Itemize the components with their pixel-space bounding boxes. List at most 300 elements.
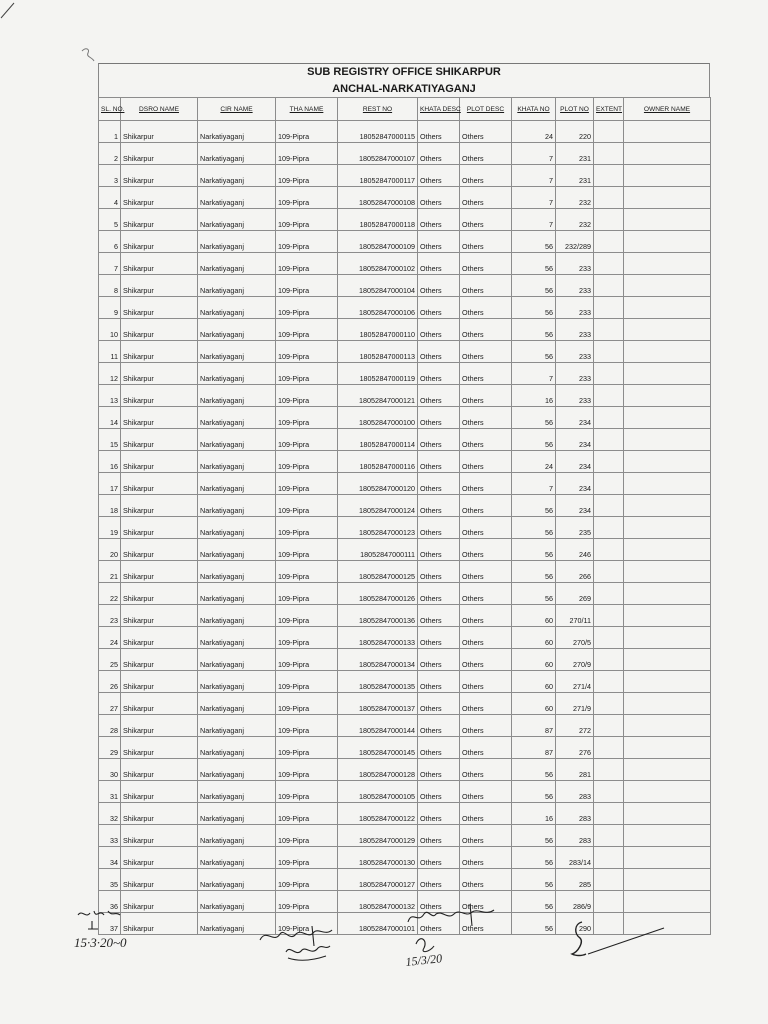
cell-sl-no: 29 — [99, 737, 121, 759]
cell-tha-name: 109-Pipra — [276, 253, 338, 275]
cell-khata-no: 60 — [512, 605, 556, 627]
cell-khata-desc: Others — [418, 671, 460, 693]
cell-khata-desc: Others — [418, 341, 460, 363]
cell-owner-name — [624, 143, 711, 165]
cell-plot-desc: Others — [460, 473, 512, 495]
cell-tha-name: 109-Pipra — [276, 231, 338, 253]
cell-rest-no: 18052847000137 — [338, 693, 418, 715]
cell-extent — [594, 429, 624, 451]
table-row — [99, 671, 711, 693]
cell-plot-no: 232 — [556, 209, 594, 231]
cell-cir-name: Narkatiyaganj — [198, 891, 276, 913]
cell-sl-no: 26 — [99, 671, 121, 693]
cell-plot-desc: Others — [460, 407, 512, 429]
cell-cir-name: Narkatiyaganj — [198, 407, 276, 429]
cell-tha-name: 109-Pipra — [276, 825, 338, 847]
cell-khata-no: 60 — [512, 693, 556, 715]
table-row — [99, 825, 711, 847]
cell-plot-desc: Others — [460, 363, 512, 385]
cell-sl-no: 25 — [99, 649, 121, 671]
cell-khata-desc: Others — [418, 539, 460, 561]
cell-khata-desc: Others — [418, 759, 460, 781]
cell-plot-desc: Others — [460, 495, 512, 517]
cell-khata-desc: Others — [418, 473, 460, 495]
cell-dsro-name: Shikarpur — [121, 451, 198, 473]
cell-sl-no: 31 — [99, 781, 121, 803]
cell-plot-desc: Others — [460, 517, 512, 539]
cell-plot-desc: Others — [460, 253, 512, 275]
signature-center-left — [256, 918, 348, 968]
cell-extent — [594, 473, 624, 495]
cell-owner-name — [624, 429, 711, 451]
cell-rest-no: 18052847000118 — [338, 209, 418, 231]
cell-dsro-name: Shikarpur — [121, 847, 198, 869]
cell-sl-no: 7 — [99, 253, 121, 275]
cell-cir-name: Narkatiyaganj — [198, 605, 276, 627]
cell-tha-name: 109-Pipra — [276, 605, 338, 627]
cell-cir-name: Narkatiyaganj — [198, 385, 276, 407]
col-extent-header: EXTENT — [594, 98, 624, 121]
table-row — [99, 187, 711, 209]
cell-owner-name — [624, 627, 711, 649]
cell-plot-no: 283 — [556, 781, 594, 803]
cell-khata-no: 56 — [512, 319, 556, 341]
cell-sl-no: 8 — [99, 275, 121, 297]
cell-extent — [594, 825, 624, 847]
cell-khata-no: 56 — [512, 561, 556, 583]
cell-tha-name: 109-Pipra — [276, 517, 338, 539]
cell-khata-no: 56 — [512, 231, 556, 253]
cell-dsro-name: Shikarpur — [121, 209, 198, 231]
cell-plot-desc: Others — [460, 451, 512, 473]
cell-sl-no: 30 — [99, 759, 121, 781]
cell-khata-desc: Others — [418, 253, 460, 275]
cell-extent — [594, 583, 624, 605]
cell-tha-name: 109-Pipra — [276, 539, 338, 561]
cell-cir-name: Narkatiyaganj — [198, 737, 276, 759]
table-row — [99, 693, 711, 715]
cell-tha-name: 109-Pipra — [276, 429, 338, 451]
cell-plot-desc: Others — [460, 561, 512, 583]
cell-khata-no: 24 — [512, 451, 556, 473]
cell-owner-name — [624, 363, 711, 385]
cell-plot-no: 232 — [556, 187, 594, 209]
cell-plot-no: 246 — [556, 539, 594, 561]
cell-owner-name — [624, 737, 711, 759]
cell-owner-name — [624, 275, 711, 297]
cell-plot-no: 285 — [556, 869, 594, 891]
cell-plot-desc: Others — [460, 847, 512, 869]
cell-plot-desc: Others — [460, 891, 512, 913]
cell-khata-desc: Others — [418, 495, 460, 517]
cell-tha-name: 109-Pipra — [276, 209, 338, 231]
cell-khata-no: 56 — [512, 297, 556, 319]
cell-plot-no: 234 — [556, 495, 594, 517]
cell-plot-desc: Others — [460, 583, 512, 605]
cell-extent — [594, 319, 624, 341]
table-row — [99, 495, 711, 517]
cell-khata-no: 16 — [512, 803, 556, 825]
cell-extent — [594, 121, 624, 143]
col-khata-no-header: KHATA NO — [512, 98, 556, 121]
cell-dsro-name: Shikarpur — [121, 803, 198, 825]
cell-extent — [594, 737, 624, 759]
cell-extent — [594, 539, 624, 561]
cell-cir-name: Narkatiyaganj — [198, 715, 276, 737]
cell-khata-desc: Others — [418, 781, 460, 803]
cell-tha-name: 109-Pipra — [276, 869, 338, 891]
cell-rest-no: 18052847000108 — [338, 187, 418, 209]
cell-tha-name: 109-Pipra — [276, 627, 338, 649]
cell-extent — [594, 781, 624, 803]
cell-plot-desc: Others — [460, 913, 512, 935]
cell-rest-no: 18052847000115 — [338, 121, 418, 143]
cell-extent — [594, 275, 624, 297]
cell-extent — [594, 143, 624, 165]
cell-sl-no: 36 — [99, 891, 121, 913]
cell-khata-no: 87 — [512, 737, 556, 759]
cell-khata-no: 7 — [512, 165, 556, 187]
cell-khata-no: 56 — [512, 913, 556, 935]
cell-plot-no: 231 — [556, 143, 594, 165]
cell-dsro-name: Shikarpur — [121, 715, 198, 737]
cell-plot-no: 233 — [556, 297, 594, 319]
cell-dsro-name: Shikarpur — [121, 473, 198, 495]
signature-center-with-date — [402, 900, 512, 970]
cell-sl-no: 37 — [99, 913, 121, 935]
cell-cir-name: Narkatiyaganj — [198, 649, 276, 671]
cell-tha-name: 109-Pipra — [276, 671, 338, 693]
cell-tha-name: 109-Pipra — [276, 143, 338, 165]
cell-dsro-name: Shikarpur — [121, 517, 198, 539]
svg-text:15/3/20: 15/3/20 — [404, 951, 443, 969]
cell-dsro-name: Shikarpur — [121, 275, 198, 297]
table-row — [99, 385, 711, 407]
cell-tha-name: 109-Pipra — [276, 385, 338, 407]
cell-dsro-name: Shikarpur — [121, 297, 198, 319]
cell-sl-no: 16 — [99, 451, 121, 473]
table-row — [99, 539, 711, 561]
table-row — [99, 451, 711, 473]
cell-owner-name — [624, 869, 711, 891]
cell-khata-no: 56 — [512, 517, 556, 539]
cell-khata-desc: Others — [418, 803, 460, 825]
table-row — [99, 781, 711, 803]
cell-owner-name — [624, 341, 711, 363]
cell-tha-name: 109-Pipra — [276, 803, 338, 825]
cell-tha-name: 109-Pipra — [276, 121, 338, 143]
cell-sl-no: 3 — [99, 165, 121, 187]
cell-sl-no: 19 — [99, 517, 121, 539]
cell-tha-name: 109-Pipra — [276, 737, 338, 759]
cell-tha-name: 109-Pipra — [276, 583, 338, 605]
cell-owner-name — [624, 473, 711, 495]
cell-khata-desc: Others — [418, 209, 460, 231]
cell-plot-desc: Others — [460, 869, 512, 891]
cell-cir-name: Narkatiyaganj — [198, 143, 276, 165]
cell-rest-no: 18052847000116 — [338, 451, 418, 473]
cell-khata-no: 87 — [512, 715, 556, 737]
cell-sl-no: 18 — [99, 495, 121, 517]
cell-sl-no: 35 — [99, 869, 121, 891]
cell-owner-name — [624, 561, 711, 583]
cell-plot-no: 283 — [556, 825, 594, 847]
table-row — [99, 253, 711, 275]
table-row — [99, 517, 711, 539]
cell-cir-name: Narkatiyaganj — [198, 847, 276, 869]
cell-rest-no: 18052847000125 — [338, 561, 418, 583]
cell-plot-no: 270/9 — [556, 649, 594, 671]
cell-sl-no: 21 — [99, 561, 121, 583]
cell-rest-no: 18052847000145 — [338, 737, 418, 759]
cell-sl-no: 28 — [99, 715, 121, 737]
cell-plot-no: 266 — [556, 561, 594, 583]
cell-cir-name: Narkatiyaganj — [198, 825, 276, 847]
cell-khata-desc: Others — [418, 451, 460, 473]
cell-dsro-name: Shikarpur — [121, 561, 198, 583]
col-sl-no-header: SL. NO. — [99, 98, 121, 121]
table-row — [99, 319, 711, 341]
cell-rest-no: 18052847000109 — [338, 231, 418, 253]
signature-right — [562, 908, 672, 968]
cell-rest-no: 18052847000129 — [338, 825, 418, 847]
cell-khata-desc: Others — [418, 143, 460, 165]
cell-plot-no: 220 — [556, 121, 594, 143]
cell-plot-desc: Others — [460, 781, 512, 803]
cell-plot-desc: Others — [460, 231, 512, 253]
cell-dsro-name: Shikarpur — [121, 737, 198, 759]
cell-dsro-name: Shikarpur — [121, 913, 198, 935]
cell-khata-desc: Others — [418, 319, 460, 341]
cell-khata-desc: Others — [418, 561, 460, 583]
cell-khata-no: 7 — [512, 143, 556, 165]
table-row — [99, 561, 711, 583]
cell-rest-no: 18052847000114 — [338, 429, 418, 451]
table-body — [99, 121, 711, 935]
cell-plot-desc: Others — [460, 715, 512, 737]
cell-plot-desc: Others — [460, 165, 512, 187]
cell-khata-no: 56 — [512, 341, 556, 363]
cell-plot-no: 269 — [556, 583, 594, 605]
cell-cir-name: Narkatiyaganj — [198, 209, 276, 231]
cell-owner-name — [624, 847, 711, 869]
cell-cir-name: Narkatiyaganj — [198, 187, 276, 209]
cell-owner-name — [624, 693, 711, 715]
cell-extent — [594, 605, 624, 627]
cell-plot-desc: Others — [460, 275, 512, 297]
cell-dsro-name: Shikarpur — [121, 539, 198, 561]
cell-rest-no: 18052847000133 — [338, 627, 418, 649]
cell-sl-no: 5 — [99, 209, 121, 231]
cell-extent — [594, 363, 624, 385]
cell-sl-no: 20 — [99, 539, 121, 561]
cell-rest-no: 18052847000107 — [338, 143, 418, 165]
cell-owner-name — [624, 209, 711, 231]
cell-extent — [594, 187, 624, 209]
cell-plot-no: 234 — [556, 473, 594, 495]
cell-dsro-name: Shikarpur — [121, 781, 198, 803]
register-sheet — [98, 63, 710, 935]
cell-rest-no: 18052847000106 — [338, 297, 418, 319]
cell-plot-desc: Others — [460, 759, 512, 781]
cell-extent — [594, 231, 624, 253]
cell-extent — [594, 385, 624, 407]
cell-owner-name — [624, 803, 711, 825]
cell-khata-no: 7 — [512, 363, 556, 385]
cell-dsro-name: Shikarpur — [121, 495, 198, 517]
cell-khata-desc: Others — [418, 429, 460, 451]
cell-extent — [594, 803, 624, 825]
table-row — [99, 165, 711, 187]
cell-plot-no: 233 — [556, 275, 594, 297]
cell-owner-name — [624, 495, 711, 517]
cell-sl-no: 15 — [99, 429, 121, 451]
cell-owner-name — [624, 649, 711, 671]
cell-khata-desc: Others — [418, 583, 460, 605]
cell-sl-no: 9 — [99, 297, 121, 319]
cell-sl-no: 24 — [99, 627, 121, 649]
cell-dsro-name: Shikarpur — [121, 627, 198, 649]
cell-sl-no: 32 — [99, 803, 121, 825]
cell-extent — [594, 209, 624, 231]
cell-plot-desc: Others — [460, 319, 512, 341]
cell-khata-no: 56 — [512, 583, 556, 605]
cell-cir-name: Narkatiyaganj — [198, 231, 276, 253]
cell-tha-name: 109-Pipra — [276, 715, 338, 737]
cell-cir-name: Narkatiyaganj — [198, 121, 276, 143]
table-row — [99, 275, 711, 297]
cell-khata-no: 56 — [512, 429, 556, 451]
cell-tha-name: 109-Pipra — [276, 275, 338, 297]
cell-owner-name — [624, 715, 711, 737]
cell-tha-name: 109-Pipra — [276, 187, 338, 209]
cell-tha-name: 109-Pipra — [276, 759, 338, 781]
col-plot-no-header: PLOT NO — [556, 98, 594, 121]
cell-dsro-name: Shikarpur — [121, 319, 198, 341]
cell-khata-desc: Others — [418, 165, 460, 187]
cell-khata-no: 7 — [512, 209, 556, 231]
cell-dsro-name: Shikarpur — [121, 121, 198, 143]
table-row — [99, 407, 711, 429]
cell-owner-name — [624, 297, 711, 319]
cell-plot-desc: Others — [460, 737, 512, 759]
cell-sl-no: 4 — [99, 187, 121, 209]
table-row — [99, 715, 711, 737]
cell-cir-name: Narkatiyaganj — [198, 275, 276, 297]
cell-khata-no: 56 — [512, 759, 556, 781]
cell-sl-no: 34 — [99, 847, 121, 869]
cell-plot-desc: Others — [460, 825, 512, 847]
cell-plot-no: 286/9 — [556, 891, 594, 913]
cell-extent — [594, 341, 624, 363]
cell-tha-name: 109-Pipra — [276, 341, 338, 363]
cell-extent — [594, 847, 624, 869]
cell-rest-no: 18052847000130 — [338, 847, 418, 869]
cell-plot-no: 235 — [556, 517, 594, 539]
table-row — [99, 583, 711, 605]
cell-owner-name — [624, 231, 711, 253]
cell-dsro-name: Shikarpur — [121, 759, 198, 781]
cell-extent — [594, 671, 624, 693]
table-header-row — [99, 98, 711, 121]
cell-sl-no: 1 — [99, 121, 121, 143]
cell-owner-name — [624, 583, 711, 605]
svg-text:15·3·20~0: 15·3·20~0 — [74, 935, 127, 950]
col-cir-name-header: CIR NAME — [198, 98, 276, 121]
cell-cir-name: Narkatiyaganj — [198, 539, 276, 561]
cell-khata-desc: Others — [418, 847, 460, 869]
cell-rest-no: 18052847000136 — [338, 605, 418, 627]
cell-dsro-name: Shikarpur — [121, 649, 198, 671]
cell-owner-name — [624, 407, 711, 429]
cell-khata-desc: Others — [418, 649, 460, 671]
cell-tha-name: 109-Pipra — [276, 297, 338, 319]
col-owner-name-header: OWNER NAME — [624, 98, 711, 121]
cell-cir-name: Narkatiyaganj — [198, 671, 276, 693]
cell-sl-no: 17 — [99, 473, 121, 495]
cell-plot-no: 234 — [556, 429, 594, 451]
cell-khata-desc: Others — [418, 121, 460, 143]
cell-cir-name: Narkatiyaganj — [198, 517, 276, 539]
cell-plot-desc: Others — [460, 605, 512, 627]
cell-cir-name: Narkatiyaganj — [198, 363, 276, 385]
cell-plot-no: 276 — [556, 737, 594, 759]
cell-owner-name — [624, 781, 711, 803]
cell-owner-name — [624, 385, 711, 407]
cell-owner-name — [624, 165, 711, 187]
cell-extent — [594, 759, 624, 781]
cell-extent — [594, 407, 624, 429]
col-rest-no-header: REST NO — [338, 98, 418, 121]
cell-cir-name: Narkatiyaganj — [198, 869, 276, 891]
cell-plot-desc: Others — [460, 121, 512, 143]
cell-plot-no: 283 — [556, 803, 594, 825]
cell-tha-name: 109-Pipra — [276, 781, 338, 803]
cell-khata-desc: Others — [418, 385, 460, 407]
cell-sl-no: 11 — [99, 341, 121, 363]
cell-plot-no: 290 — [556, 913, 594, 935]
cell-plot-no: 233 — [556, 341, 594, 363]
cell-plot-desc: Others — [460, 693, 512, 715]
cell-khata-no: 56 — [512, 847, 556, 869]
cell-dsro-name: Shikarpur — [121, 693, 198, 715]
cell-tha-name: 109-Pipra — [276, 407, 338, 429]
cell-khata-desc: Others — [418, 605, 460, 627]
cell-cir-name: Narkatiyaganj — [198, 495, 276, 517]
cell-khata-no: 56 — [512, 495, 556, 517]
table-row — [99, 627, 711, 649]
cell-owner-name — [624, 253, 711, 275]
cell-extent — [594, 253, 624, 275]
cell-khata-no: 56 — [512, 539, 556, 561]
cell-rest-no: 18052847000135 — [338, 671, 418, 693]
cell-sl-no: 22 — [99, 583, 121, 605]
cell-tha-name: 109-Pipra — [276, 649, 338, 671]
cell-khata-desc: Others — [418, 825, 460, 847]
cell-plot-no: 270/11 — [556, 605, 594, 627]
cell-dsro-name: Shikarpur — [121, 253, 198, 275]
cell-plot-no: 233 — [556, 385, 594, 407]
cell-rest-no: 18052847000128 — [338, 759, 418, 781]
cell-sl-no: 6 — [99, 231, 121, 253]
cell-dsro-name: Shikarpur — [121, 407, 198, 429]
cell-khata-desc: Others — [418, 869, 460, 891]
cell-owner-name — [624, 451, 711, 473]
corner-pen-mark — [0, 0, 20, 20]
cell-plot-desc: Others — [460, 539, 512, 561]
cell-khata-no: 60 — [512, 671, 556, 693]
table-row — [99, 363, 711, 385]
